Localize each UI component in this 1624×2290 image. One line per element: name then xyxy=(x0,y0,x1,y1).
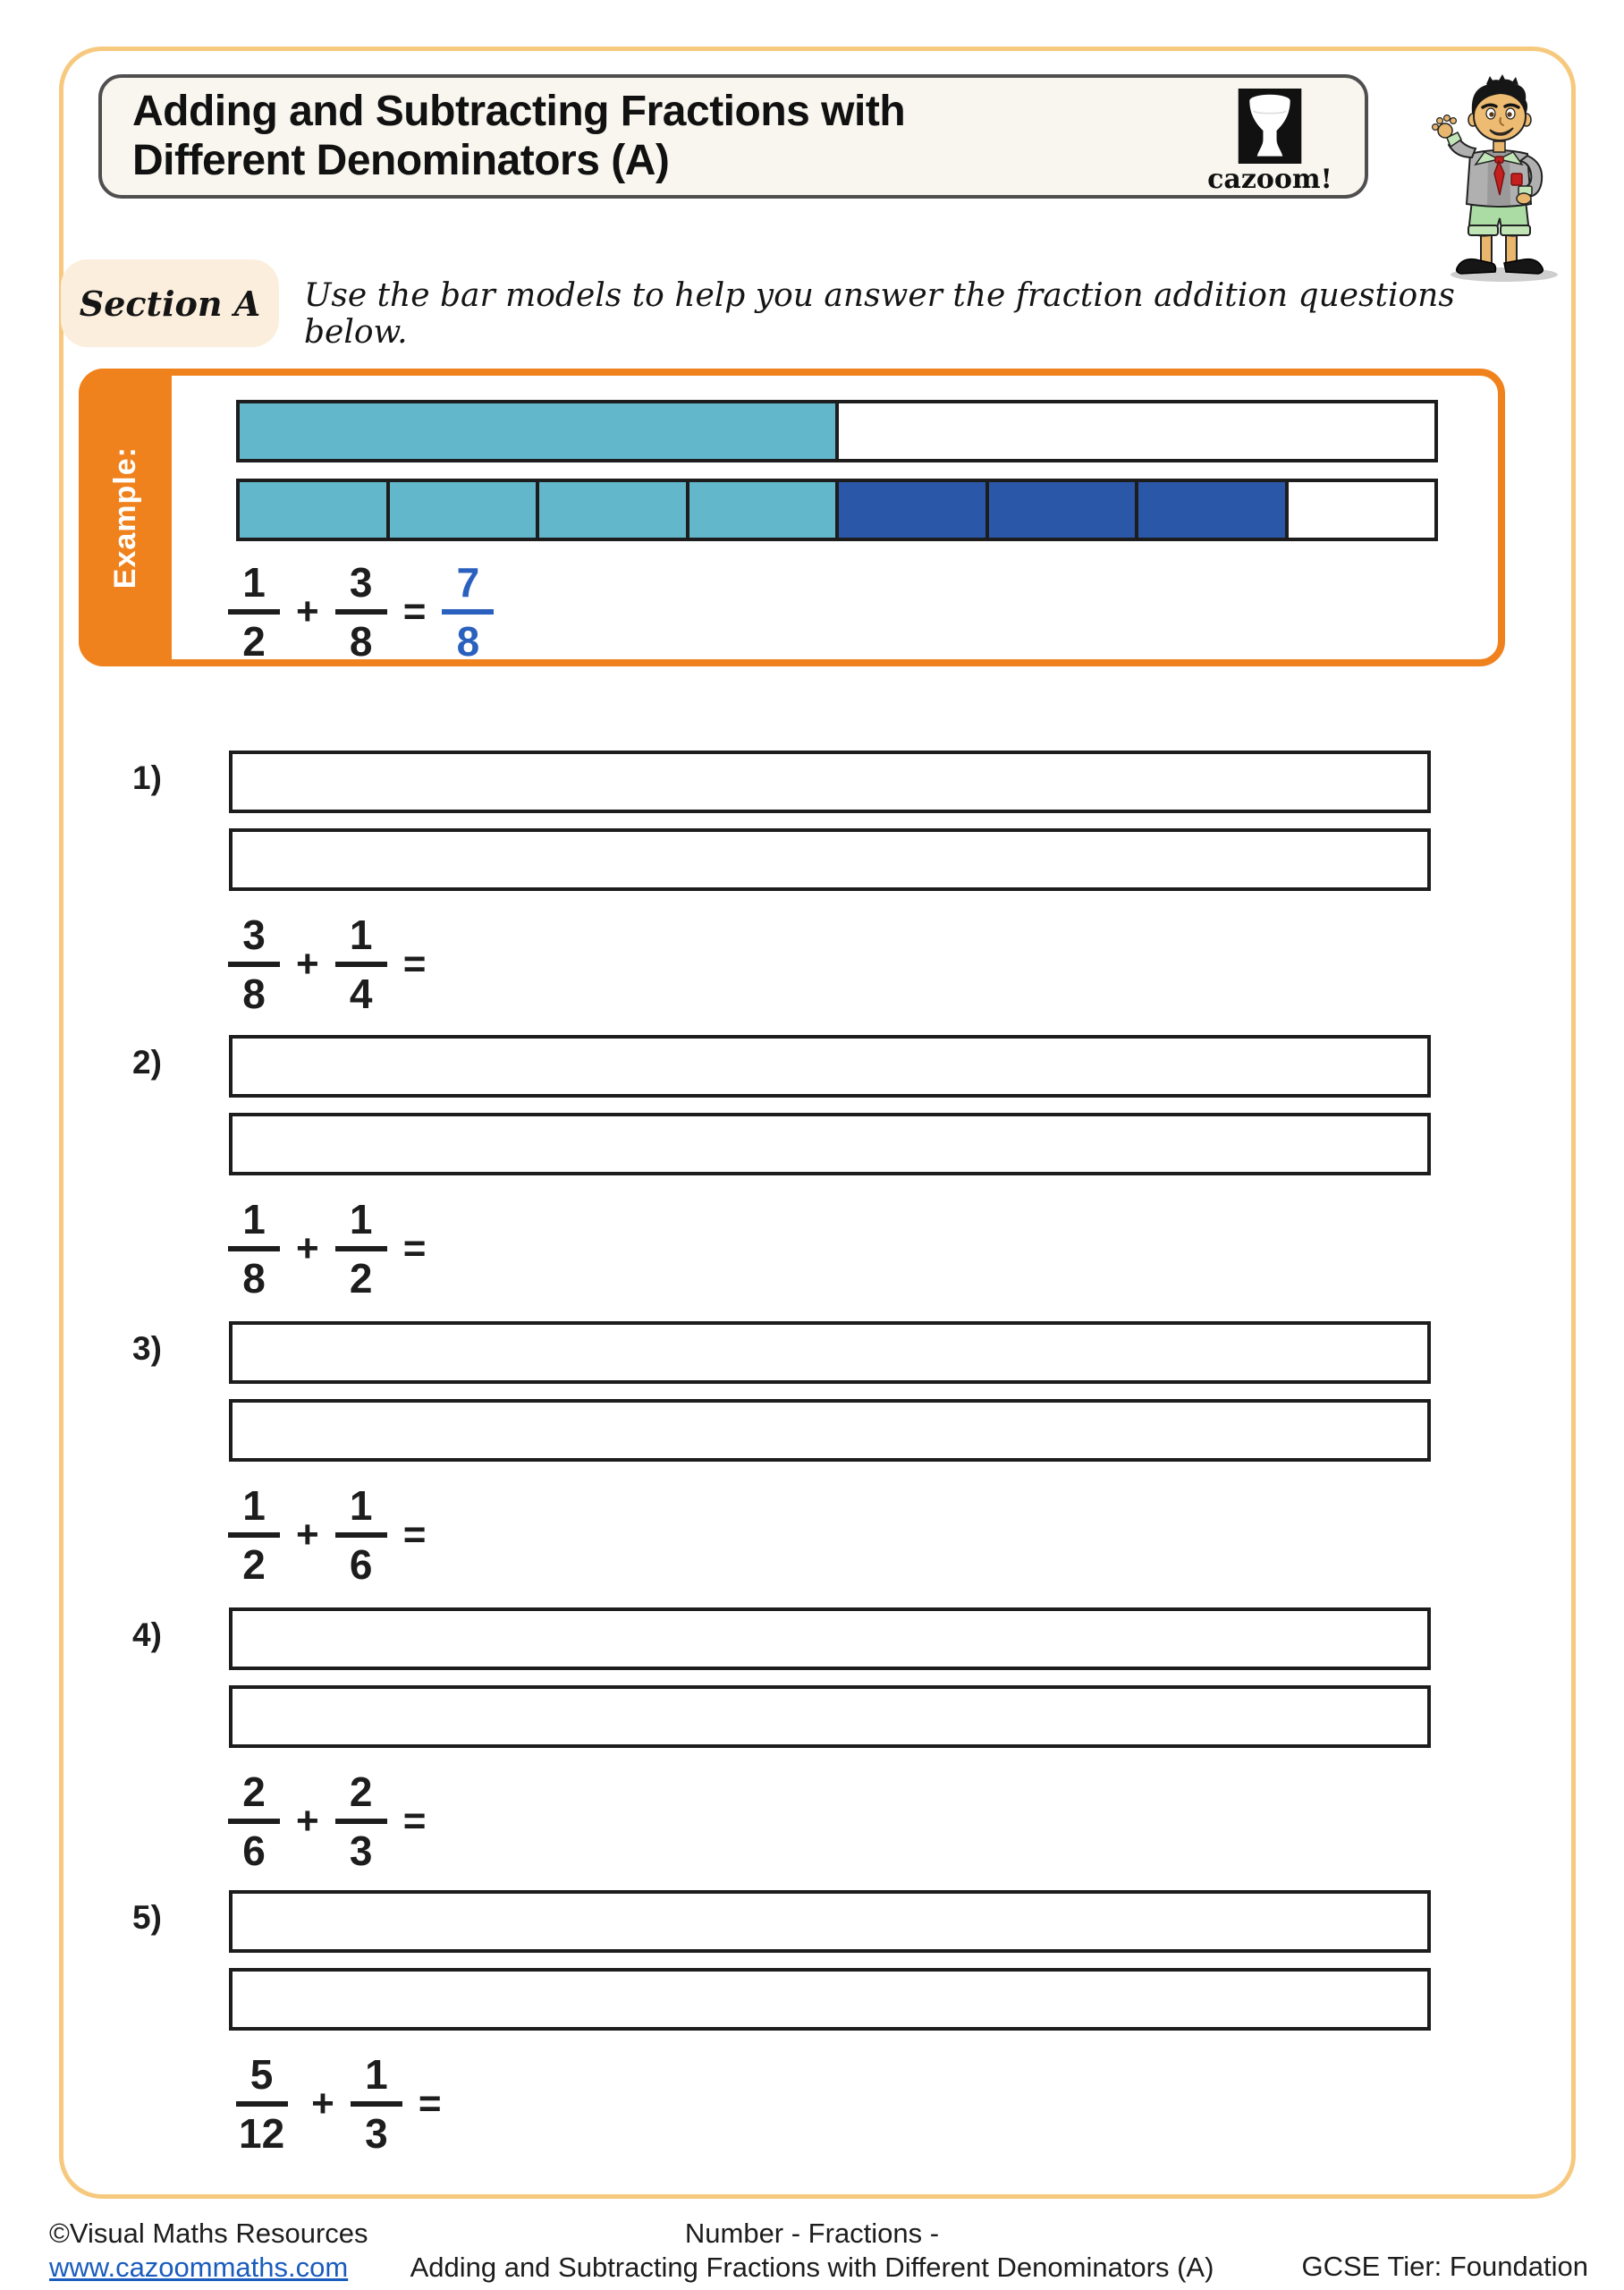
fraction-denominator: 6 xyxy=(242,1828,266,1874)
fraction-numerator: 1 xyxy=(335,1199,387,1251)
question-bar-top xyxy=(229,1321,1431,1384)
example-equation xyxy=(228,559,494,665)
question-equation xyxy=(228,1196,427,1302)
page-title xyxy=(132,87,905,185)
logo-wordmark: cazoom! xyxy=(1207,164,1332,195)
fraction xyxy=(228,1768,280,1874)
footer-topic-line1: Number - Fractions - xyxy=(684,2218,940,2249)
plus-sign: + xyxy=(296,942,319,986)
footer-tier: GCSE Tier: Foundation xyxy=(1301,2251,1588,2282)
question-number: 1) xyxy=(132,759,162,796)
fraction xyxy=(335,1768,387,1874)
question-number: 2) xyxy=(132,1044,162,1081)
fraction-numerator: 3 xyxy=(228,914,280,967)
bar-segment xyxy=(686,482,836,538)
section-a-badge xyxy=(61,259,279,347)
question-number: 4) xyxy=(132,1616,162,1653)
fraction-numerator: 1 xyxy=(335,1485,387,1538)
question-equation xyxy=(228,1482,427,1588)
fraction xyxy=(228,1196,280,1302)
fraction-numerator: 1 xyxy=(351,2054,402,2107)
equals-sign: = xyxy=(402,1513,427,1556)
fraction-denominator: 2 xyxy=(349,1255,373,1302)
question-bar-top xyxy=(229,1035,1431,1098)
cazoom-logo xyxy=(1207,89,1332,195)
djembe-drum-icon xyxy=(1238,89,1302,164)
bar-segment xyxy=(536,482,686,538)
fraction-numerator: 2 xyxy=(228,1771,280,1824)
question-bar-bottom xyxy=(229,1685,1431,1748)
fraction-numerator: 1 xyxy=(228,1199,280,1251)
question-block xyxy=(0,751,1624,1019)
fraction xyxy=(335,1196,387,1302)
question-bar-bottom xyxy=(229,1968,1431,2031)
question-block xyxy=(0,1607,1624,1876)
fraction xyxy=(351,2051,402,2157)
question-number: 5) xyxy=(132,1899,162,1936)
example-label: Example: xyxy=(107,445,142,589)
plus-sign: + xyxy=(296,1799,319,1843)
fraction-numerator: 3 xyxy=(335,562,387,615)
question-bar-top xyxy=(229,1890,1431,1953)
plus-sign: + xyxy=(296,589,319,633)
question-equation xyxy=(228,912,427,1017)
bar-segment xyxy=(386,482,537,538)
fraction xyxy=(335,559,387,665)
fraction-denominator: 12 xyxy=(239,2110,285,2157)
bar-segment xyxy=(985,482,1136,538)
bar-segment xyxy=(1285,482,1435,538)
fraction-denominator: 8 xyxy=(242,1255,266,1302)
schoolboy-mascot-illustration xyxy=(1424,73,1576,284)
plus-sign: + xyxy=(296,1513,319,1556)
footer-topic-line2: Adding and Subtracting Fractions with Different Denominators (A) xyxy=(410,2252,1214,2283)
plus-sign: + xyxy=(296,1226,319,1270)
footer-copyright: ©Visual Maths Resources xyxy=(49,2218,368,2249)
fraction-numerator: 1 xyxy=(228,1485,280,1538)
fraction-denominator: 2 xyxy=(242,1541,266,1588)
question-bar-top xyxy=(229,1607,1431,1670)
question-equation xyxy=(228,2051,444,2157)
footer-website-link[interactable]: www.cazoommaths.com xyxy=(49,2252,349,2283)
fraction-numerator: 1 xyxy=(335,914,387,967)
fraction-numerator: 5 xyxy=(236,2054,288,2107)
fraction-numerator: 1 xyxy=(228,562,280,615)
bar-segment xyxy=(1135,482,1285,538)
fraction xyxy=(228,912,280,1017)
fraction-denominator: 4 xyxy=(349,971,373,1017)
question-bar-top xyxy=(229,751,1431,813)
example-box xyxy=(79,369,1505,666)
plus-sign: + xyxy=(311,2082,334,2125)
fraction-denominator: 8 xyxy=(349,618,373,665)
fraction xyxy=(228,1482,280,1588)
fraction xyxy=(335,912,387,1017)
question-bar-bottom xyxy=(229,1399,1431,1462)
fraction-denominator: 6 xyxy=(349,1541,373,1588)
question-bar-bottom xyxy=(229,828,1431,891)
equals-sign: = xyxy=(402,589,427,633)
equals-sign: = xyxy=(402,1226,427,1270)
question-bar-bottom xyxy=(229,1113,1431,1175)
question-number: 3) xyxy=(132,1330,162,1367)
example-bar-bottom xyxy=(236,479,1438,541)
bar-segment xyxy=(240,482,386,538)
fraction-denominator: 3 xyxy=(365,2110,388,2157)
example-bar-top xyxy=(236,400,1438,462)
bar-segment xyxy=(835,482,985,538)
fraction-denominator: 8 xyxy=(456,618,480,665)
fraction xyxy=(228,2051,295,2157)
equals-sign: = xyxy=(402,1799,427,1843)
bar-segment xyxy=(240,403,835,459)
bar-segment xyxy=(835,403,1434,459)
example-tab xyxy=(79,369,172,666)
equals-sign: = xyxy=(418,2082,442,2125)
answer-fraction xyxy=(442,559,494,665)
fraction-numerator: 2 xyxy=(335,1771,387,1824)
question-block xyxy=(0,1035,1624,1303)
fraction xyxy=(228,559,280,665)
question-block xyxy=(0,1890,1624,2159)
equals-sign: = xyxy=(402,942,427,986)
question-equation xyxy=(228,1768,427,1874)
worksheet-header xyxy=(98,74,1368,199)
section-a-instruction: Use the bar models to help you answer the fraction addition questions below. xyxy=(304,277,1455,351)
question-block xyxy=(0,1321,1624,1590)
section-a-label: Section A xyxy=(79,283,261,324)
fraction xyxy=(335,1482,387,1588)
fraction-numerator: 7 xyxy=(442,562,494,615)
fraction-denominator: 2 xyxy=(242,618,266,665)
page-title-line1: Adding and Subtracting Fractions with xyxy=(132,88,906,135)
page-title-line2: Different Denominators (A) xyxy=(132,137,670,184)
fraction-denominator: 3 xyxy=(349,1828,373,1874)
fraction-denominator: 8 xyxy=(242,971,266,1017)
